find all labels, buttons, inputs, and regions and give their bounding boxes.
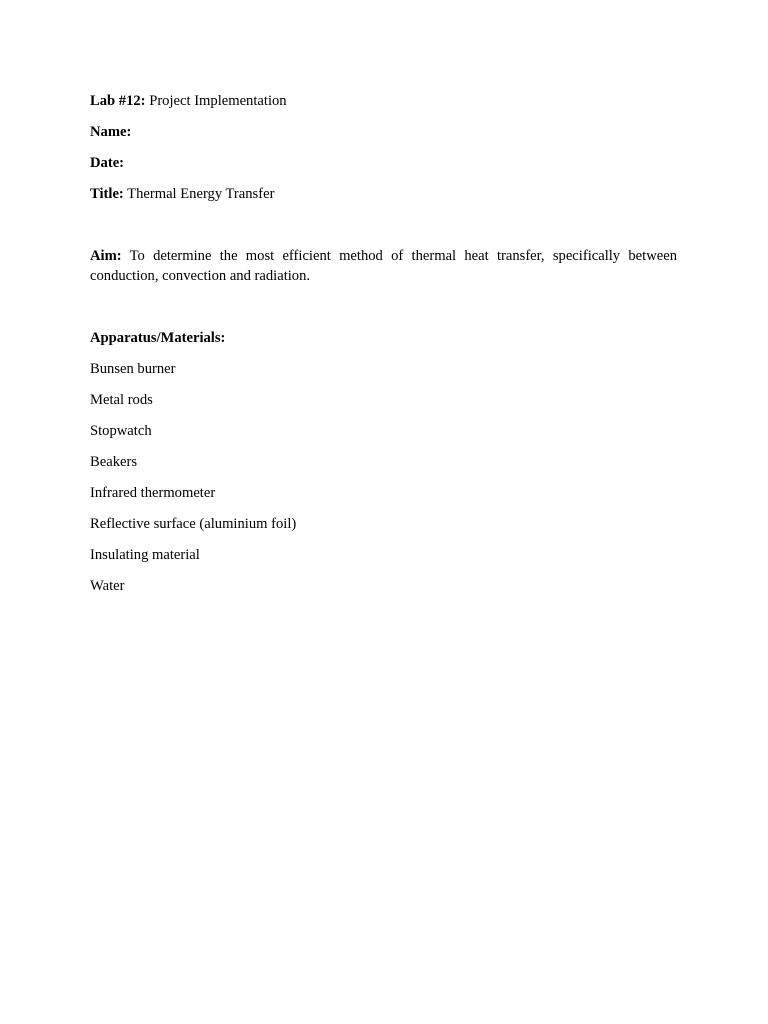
material-item: Infrared thermometer bbox=[90, 485, 216, 501]
apparatus-heading-label: Apparatus/Materials: bbox=[90, 330, 226, 346]
material-item: Reflective surface (aluminium foil) bbox=[90, 516, 297, 532]
material-item: Bunsen burner bbox=[90, 361, 176, 377]
date-label: Date: bbox=[90, 155, 125, 171]
title-label: Title: bbox=[90, 186, 124, 202]
aim-label: Aim: bbox=[90, 248, 122, 264]
document-body bbox=[90, 91, 677, 607]
title-line bbox=[90, 184, 677, 204]
materials-list bbox=[90, 359, 677, 596]
material-item: Beakers bbox=[90, 454, 138, 470]
material-item: Insulating material bbox=[90, 547, 200, 563]
title-value: Thermal Energy Transfer bbox=[127, 186, 275, 202]
aim-paragraph bbox=[90, 246, 677, 286]
material-item: Water bbox=[90, 578, 125, 594]
lab-value: Project Implementation bbox=[149, 93, 287, 109]
date-line bbox=[90, 153, 677, 173]
lab-label: Lab #12: bbox=[90, 93, 146, 109]
apparatus-heading bbox=[90, 328, 677, 348]
material-item: Metal rods bbox=[90, 392, 153, 408]
name-label: Name: bbox=[90, 124, 132, 140]
material-item: Stopwatch bbox=[90, 423, 152, 439]
name-line bbox=[90, 122, 677, 142]
lab-line bbox=[90, 91, 677, 111]
aim-text: To determine the most efficient method of thermal heat transfer, specifically between conduction, convection and radiation. bbox=[90, 248, 677, 284]
